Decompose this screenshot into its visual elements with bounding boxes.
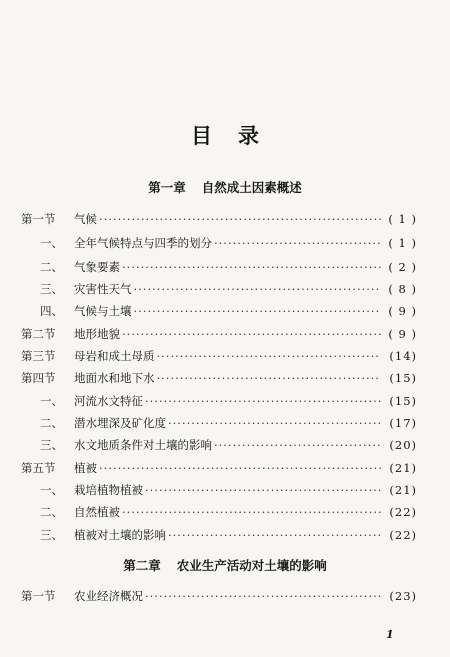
toc-page-number: (15) xyxy=(389,371,417,385)
toc-leader xyxy=(145,587,381,605)
toc-section: 二、 xyxy=(40,260,63,274)
toc-entry xyxy=(21,302,417,320)
toc-page-number: (17) xyxy=(389,416,417,430)
toc-text: 农业经济概况 xyxy=(74,589,143,603)
toc-text: 植被对土壤的影响 xyxy=(74,528,166,542)
toc-section: 第三节 xyxy=(21,349,56,363)
toc-text: 水文地质条件对土壤的影响 xyxy=(74,438,212,452)
toc-text: 栽培植物植被 xyxy=(74,483,143,497)
toc-entry xyxy=(21,503,417,521)
chapter-heading-1 xyxy=(0,178,450,196)
toc-entry xyxy=(21,459,417,477)
toc-entry xyxy=(21,392,417,410)
chapter-label: 第二章 xyxy=(123,558,161,573)
toc-text: 自然植被 xyxy=(74,505,120,519)
toc-leader xyxy=(99,459,381,477)
toc-page-number: (21) xyxy=(389,461,417,475)
toc-entry xyxy=(21,280,417,298)
toc-leader xyxy=(145,481,381,499)
toc-text: 河流水文特征 xyxy=(74,394,143,408)
page-number: 1 xyxy=(386,628,394,641)
toc-entry xyxy=(21,369,417,387)
toc-leader xyxy=(122,258,381,276)
toc-page-number: (15) xyxy=(389,394,417,408)
toc-page-number: ( 1 ) xyxy=(388,236,417,250)
toc-text: 地形地貌 xyxy=(74,327,120,341)
toc-entry xyxy=(21,234,417,252)
toc-entry xyxy=(21,325,417,343)
toc-entry xyxy=(21,526,417,544)
toc-page-number: (22) xyxy=(389,528,417,542)
toc-entry xyxy=(21,258,417,276)
toc-section: 一、 xyxy=(40,483,63,497)
toc-text: 地面水和地下水 xyxy=(74,371,155,385)
toc-page-number: ( 8 ) xyxy=(388,282,417,296)
toc-page-number: ( 9 ) xyxy=(388,304,417,318)
toc-page-number: (21) xyxy=(389,483,417,497)
toc-section: 一、 xyxy=(40,394,63,408)
toc-text: 气象要素 xyxy=(74,260,120,274)
toc-section: 三、 xyxy=(40,438,63,452)
toc-section: 四、 xyxy=(40,304,63,318)
toc-leader xyxy=(214,234,381,252)
toc-page-number: (14) xyxy=(389,349,417,363)
toc-page-number: (22) xyxy=(389,505,417,519)
toc-page-number: ( 1 ) xyxy=(388,212,417,226)
toc-page-number: (20) xyxy=(389,438,417,452)
chapter-label: 第一章 xyxy=(148,180,186,195)
toc-section: 三、 xyxy=(40,528,63,542)
toc-page-number: ( 9 ) xyxy=(388,327,417,341)
toc-section: 一、 xyxy=(40,236,63,250)
toc-page-number: ( 2 ) xyxy=(388,260,417,274)
toc-section: 第四节 xyxy=(21,371,56,385)
toc-section: 第一节 xyxy=(21,212,56,226)
toc-leader xyxy=(168,414,381,432)
toc-section: 第五节 xyxy=(21,461,56,475)
toc-leader xyxy=(134,302,382,320)
toc-text: 灾害性天气 xyxy=(74,282,132,296)
toc-leader xyxy=(122,503,381,521)
toc-section: 三、 xyxy=(40,282,63,296)
toc-section: 二、 xyxy=(40,505,63,519)
toc-text: 全年气候特点与四季的划分 xyxy=(74,236,212,250)
toc-section: 第二节 xyxy=(21,327,56,341)
chapter-title: 自然成土因素概述 xyxy=(201,180,302,195)
toc-leader xyxy=(134,280,382,298)
toc-leader xyxy=(168,526,381,544)
toc-leader xyxy=(122,325,381,343)
toc-section: 二、 xyxy=(40,416,63,430)
toc-text: 母岩和成土母质 xyxy=(74,349,155,363)
toc-page-number: (23) xyxy=(389,589,417,603)
toc-leader xyxy=(99,210,381,228)
chapter-heading-2 xyxy=(0,556,450,574)
toc-leader xyxy=(214,436,381,454)
toc-text: 潜水埋深及矿化度 xyxy=(74,416,166,430)
toc-entry xyxy=(21,436,417,454)
toc-text: 植被 xyxy=(74,461,97,475)
toc-entry xyxy=(21,210,417,228)
toc-entry xyxy=(21,587,417,605)
chapter-title: 农业生产活动对土壤的影响 xyxy=(176,558,327,573)
toc-text: 气候与土壤 xyxy=(74,304,132,318)
toc-entry xyxy=(21,414,417,432)
page-title: 目录 xyxy=(191,123,285,148)
toc-leader xyxy=(145,392,381,410)
toc-section: 第一节 xyxy=(21,589,56,603)
toc-leader xyxy=(157,369,382,387)
toc-entry xyxy=(21,481,417,499)
toc-leader xyxy=(157,347,382,365)
toc-text: 气候 xyxy=(74,212,97,226)
toc-entry xyxy=(21,347,417,365)
